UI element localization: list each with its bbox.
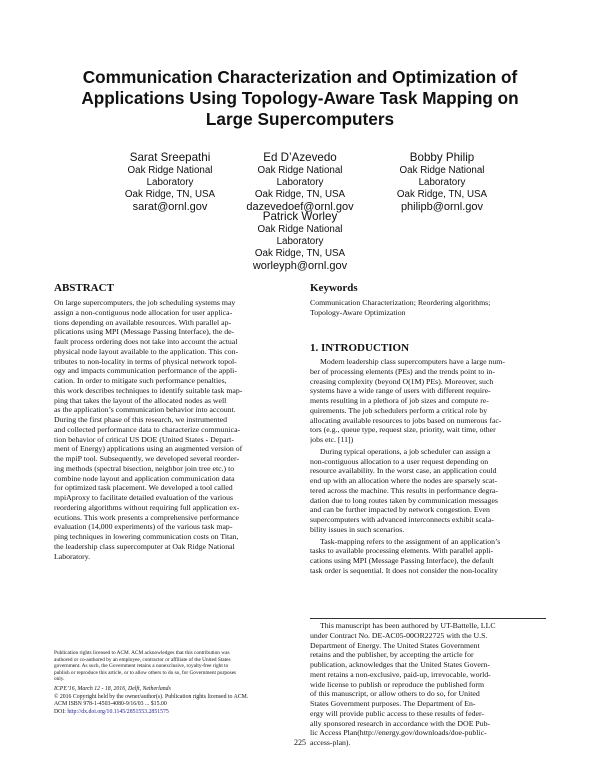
title-line: Large Supercomputers bbox=[205, 109, 395, 129]
isbn-info: ACM ISBN 978-1-4503-4080-9/16/03 ... $15.00 bbox=[54, 701, 167, 708]
text-line: of this manuscript, or allow others to do so, for United bbox=[310, 689, 480, 699]
text-line: task order is sequential. It does not consider the non-locality bbox=[310, 565, 498, 575]
text-line: ogy and impacts communication performance of the appli- bbox=[54, 366, 237, 376]
title-line: Applications Using Topology-Aware Task Mapping on bbox=[81, 88, 519, 108]
author-affiliation: Laboratory bbox=[276, 177, 324, 188]
text-line: This manuscript has been authored by UT-Battelle, LLC bbox=[320, 621, 496, 630]
text-line: ecutions. This work presents a comprehensive performance bbox=[54, 512, 239, 522]
text-line: fault process ordering does not take into account the actual bbox=[54, 337, 238, 346]
footnote-rule bbox=[310, 618, 546, 619]
text-line: physical node layout available to the application. This con- bbox=[54, 346, 239, 356]
text-line: the leadership class supercomputer at Oak Ridge National bbox=[54, 541, 235, 551]
author-affiliation: Laboratory bbox=[276, 236, 324, 247]
text-line: quirements. The job schedulers perform a critical role by bbox=[310, 405, 488, 415]
text-line: tions depending on available resources. With parallel ap- bbox=[54, 317, 232, 327]
introduction-body bbox=[310, 357, 546, 576]
text-line: Department of Energy. The United States Government bbox=[310, 640, 480, 650]
text-line: Publication rights licensed to ACM. ACM acknowledges that this contribution was bbox=[54, 650, 230, 656]
text-line: lic Access Plan(http://energy.gov/downloads/doe-public- bbox=[310, 728, 487, 738]
text-line: only. bbox=[54, 676, 65, 683]
author-affiliation: Laboratory bbox=[418, 177, 466, 188]
text-line: Laboratory. bbox=[54, 551, 91, 561]
text-line: Communication Characterization; Reordering algorithms; bbox=[310, 298, 491, 307]
text-line: ing methods (spectral bisection, neighbor join tree etc.) to bbox=[54, 463, 235, 473]
doi-info bbox=[54, 709, 294, 717]
text-line: authored or co-authored by an employee, contractor or affiliate of the United States bbox=[54, 656, 231, 663]
text-line: ergy will provide public access to these results of feder- bbox=[310, 708, 484, 718]
text-line: as the application’s communication behavior into account. bbox=[54, 405, 236, 415]
funding-footnote bbox=[310, 621, 546, 748]
author-affiliation: Oak Ridge National bbox=[257, 224, 343, 235]
text-line: retains and the publisher, by accepting the article for bbox=[310, 650, 474, 660]
author-name: Patrick Worley bbox=[262, 210, 338, 223]
keywords-body bbox=[310, 298, 546, 318]
text-line: allocating available resources to jobs based on numerous fac- bbox=[310, 415, 502, 425]
text-line: ment of Energy) applications using an augmented version of bbox=[54, 444, 243, 454]
introduction-heading: 1. INTRODUCTION bbox=[310, 342, 410, 354]
text-line: evaluation (14,000 experiments) of the various task map- bbox=[54, 522, 233, 532]
author-email: sarat@ornl.gov bbox=[132, 201, 208, 213]
text-line: non-contiguous allocation to a user request depending on bbox=[310, 456, 489, 466]
author-affiliation: Oak Ridge, TN, USA bbox=[254, 189, 346, 200]
text-line: ally sponsored research in accordance with the DOE Pub- bbox=[310, 718, 491, 728]
text-line: and can be further impacted by network congestion. Even bbox=[310, 505, 490, 515]
author-affiliation: Oak Ridge National bbox=[127, 165, 213, 176]
text-line: plications using MPI (Message Passing Interface), the de- bbox=[54, 327, 235, 337]
text-line: for optimized task placement. We developed a tool called bbox=[54, 483, 233, 493]
doi-link[interactable]: http://dx.doi.org/10.1145/2851553.2851575 bbox=[67, 708, 169, 715]
author-affiliation: Oak Ridge, TN, USA bbox=[254, 248, 346, 259]
text-line: under Contract No. DE-AC05-00OR22725 with the U.S. bbox=[310, 630, 488, 640]
text-line: systems have a wide range of users with different require- bbox=[310, 386, 491, 396]
text-line: mpiAproxy to facilitate detailed evaluation of the various bbox=[54, 493, 234, 502]
publication-metadata bbox=[54, 686, 294, 716]
text-line: and collected performance data to characterize communica- bbox=[54, 424, 241, 434]
text-line: government. As such, the Government retains a nonexclusive, royalty-free right to bbox=[54, 663, 229, 670]
text-line: cation. In order to mitigate such performance penalties, bbox=[54, 376, 227, 385]
author-block bbox=[357, 151, 527, 214]
abstract-body bbox=[54, 298, 290, 561]
text-line: ment retains a non-exclusive, paid-up, irrevocable, world- bbox=[310, 669, 491, 679]
abstract-heading: ABSTRACT bbox=[54, 282, 114, 294]
author-block bbox=[215, 210, 385, 273]
text-line: tasks to available processing elements. With parallel appli- bbox=[310, 546, 494, 556]
text-line: Modern leadership class supercomputers have a large num- bbox=[320, 357, 505, 366]
text-line: During typical operations, a job scheduler can assign a bbox=[320, 446, 491, 456]
text-line: jobs etc. [11]) bbox=[310, 435, 354, 444]
text-line: assign a non-contiguous node allocation for user applica- bbox=[54, 307, 233, 317]
text-line: the mpiP tool. Subsequently, we developed several reorder- bbox=[54, 454, 240, 463]
text-line: supercomputers with advanced interconnects exhibit scala- bbox=[310, 515, 494, 524]
keywords-heading: Keywords bbox=[310, 282, 358, 294]
text-line: wide license to publish or reproduce the published form bbox=[310, 679, 485, 689]
text-line: tered across the machine. This results in performance degra- bbox=[310, 485, 498, 495]
text-line: On large supercomputers, the job scheduling systems may bbox=[54, 298, 236, 307]
author-email: philipb@ornl.gov bbox=[400, 201, 484, 213]
text-line: dation due to long routes taken by communication messages bbox=[310, 495, 498, 505]
text-line: combine node layout and application communication data bbox=[54, 473, 235, 483]
doi-label: DOI: bbox=[54, 708, 68, 715]
text-line: ping techniques in lowering communication costs on Titan, bbox=[54, 532, 239, 541]
text-line: tributes to non-locality in terms of physical network topol- bbox=[54, 356, 237, 366]
paper-title bbox=[40, 67, 560, 130]
text-line: reordering algorithms without requiring full application ex- bbox=[54, 502, 240, 512]
author-name: Bobby Philip bbox=[409, 151, 475, 164]
text-line: publication, acknowledges that the United States Govern- bbox=[310, 660, 490, 669]
author-affiliation: Oak Ridge, TN, USA bbox=[396, 189, 488, 200]
text-line: States Government purposes. The Department of En- bbox=[310, 699, 476, 708]
text-line: access-plan). bbox=[310, 738, 351, 747]
author-affiliation: Oak Ridge National bbox=[399, 165, 485, 176]
text-line: cations using MPI (Message Passing Interface), the default bbox=[310, 556, 494, 565]
text-line: Topology-Aware Optimization bbox=[310, 307, 406, 317]
text-line: tors (e.g., queue type, request size, priority, wait time, other bbox=[310, 425, 496, 435]
title-line: Communication Characterization and Optimization of bbox=[82, 67, 518, 87]
author-email: dazevedoef@ornl.gov bbox=[246, 201, 354, 213]
text-line: ments resulting in a plethora of job sizes and compute re- bbox=[310, 396, 489, 405]
text-line: ping that takes the layout of the allocated nodes as well bbox=[54, 395, 227, 405]
text-line: publish or reproduce this article, or to allow others to do so, for Government purposes bbox=[54, 669, 237, 676]
author-affiliation: Laboratory bbox=[146, 177, 194, 188]
text-line: Task-mapping refers to the assignment of an application’s bbox=[320, 536, 501, 546]
author-name: Sarat Sreepathi bbox=[129, 151, 211, 164]
text-line: bility issues in such scenarios. bbox=[310, 524, 405, 534]
text-line: resource availability. In the worst case, an application could bbox=[310, 466, 497, 476]
text-line: end up with an allocation where the nodes are sparsely scat- bbox=[310, 476, 498, 485]
author-email: worleyph@ornl.gov bbox=[252, 260, 348, 272]
author-affiliation: Oak Ridge National bbox=[257, 165, 343, 176]
conference-info: ICPE’16, March 12 - 18, 2016, Delft, Netherlands bbox=[54, 686, 171, 692]
text-line: During the first phase of this research, we instrumented bbox=[54, 415, 227, 424]
page-number: 225 bbox=[294, 738, 306, 747]
author-affiliation: Oak Ridge, TN, USA bbox=[124, 189, 216, 200]
text-line: ber of processing elements (PEs) and the trends point to in- bbox=[310, 366, 495, 376]
author-name: Ed D’Azevedo bbox=[263, 151, 337, 164]
text-line: creasing complexity (beyond O(1M) PEs). Moreover, such bbox=[310, 376, 494, 386]
text-line: this work describes techniques to identify suitable task map- bbox=[54, 385, 243, 395]
text-line: tion behavior of critical US DOE (United States - Depart- bbox=[54, 434, 234, 444]
permission-notice bbox=[54, 650, 290, 683]
copyright-info: © 2016 Copyright held by the owner/author(s). Publication rights licensed to ACM. bbox=[54, 693, 249, 700]
